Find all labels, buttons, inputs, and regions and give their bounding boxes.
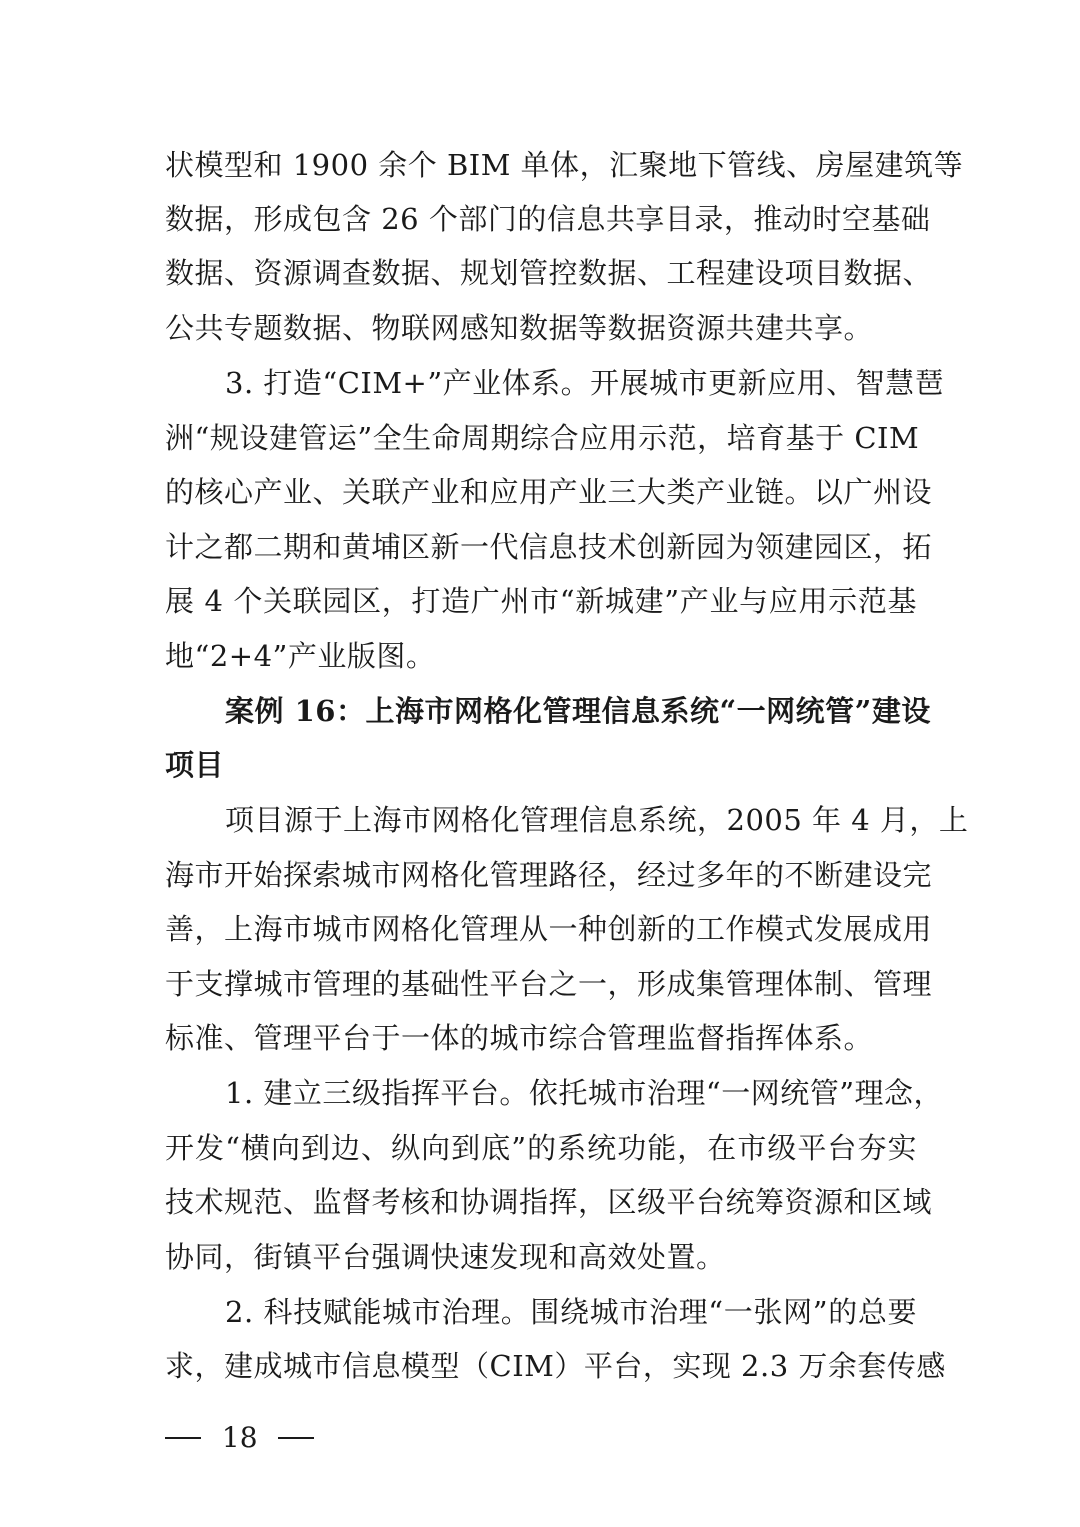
- paragraph-line: 地“2+4”产业版图。: [165, 639, 436, 673]
- paragraph-line: 协同，街镇平台强调快速发现和高效处置。: [165, 1240, 726, 1274]
- paragraph-line: 的核心产业、关联产业和应用产业三大类产业链。以广州设: [165, 475, 933, 509]
- footer-dash-right: [278, 1437, 314, 1439]
- paragraph-line: 展 4 个关联园区，打造广州市“新城建”产业与应用示范基: [165, 584, 917, 618]
- paragraph-line: 洲“规设建管运”全生命周期综合应用示范，培育基于 CIM: [165, 421, 920, 455]
- paragraph-line: 3. 打造“CIM+”产业体系。开展城市更新应用、智慧琶: [225, 366, 945, 400]
- paragraph-line: 善，上海市城市网格化管理从一种创新的工作模式发展成用: [165, 912, 933, 946]
- paragraph-line: 2. 科技赋能城市治理。围绕城市治理“一张网”的总要: [225, 1295, 917, 1329]
- paragraph-line: 求，建成城市信息模型（CIM）平台，实现 2.3 万余套传感: [165, 1349, 946, 1383]
- case-heading: 项目: [165, 748, 225, 782]
- paragraph-line: 数据，形成包含 26 个部门的信息共享目录，推动时空基础: [165, 202, 931, 236]
- paragraph-line: 项目源于上海市网格化管理信息系统，2005 年 4 月，上: [225, 803, 969, 837]
- paragraph-line: 数据、资源调查数据、规划管控数据、工程建设项目数据、: [165, 256, 933, 290]
- paragraph-line: 海市开始探索城市网格化管理路径，经过多年的不断建设完: [165, 858, 933, 892]
- page-footer: [165, 1416, 314, 1456]
- page-number: 18: [221, 1420, 258, 1454]
- paragraph-line: 计之都二期和黄埔区新一代信息技术创新园为领建园区，拓: [165, 530, 933, 564]
- paragraph-line: 于支撑城市管理的基础性平台之一，形成集管理体制、管理: [165, 967, 933, 1001]
- case-heading: 案例 16：上海市网格化管理信息系统“一网统管”建设: [225, 694, 931, 728]
- paragraph-line: 开发“横向到边、纵向到底”的系统功能，在市级平台夯实: [165, 1131, 917, 1165]
- paragraph-line: 状模型和 1900 余个 BIM 单体，汇聚地下管线、房屋建筑等: [165, 148, 964, 182]
- paragraph-line: 公共专题数据、物联网感知数据等数据资源共建共享。: [165, 311, 874, 345]
- paragraph-line: 技术规范、监督考核和协调指挥，区级平台统筹资源和区域: [165, 1185, 933, 1219]
- paragraph-line: 标准、管理平台于一体的城市综合管理监督指挥体系。: [165, 1021, 874, 1055]
- paragraph-line: 1. 建立三级指挥平台。依托城市治理“一网统管”理念，: [225, 1076, 944, 1110]
- footer-dash-left: [165, 1437, 201, 1439]
